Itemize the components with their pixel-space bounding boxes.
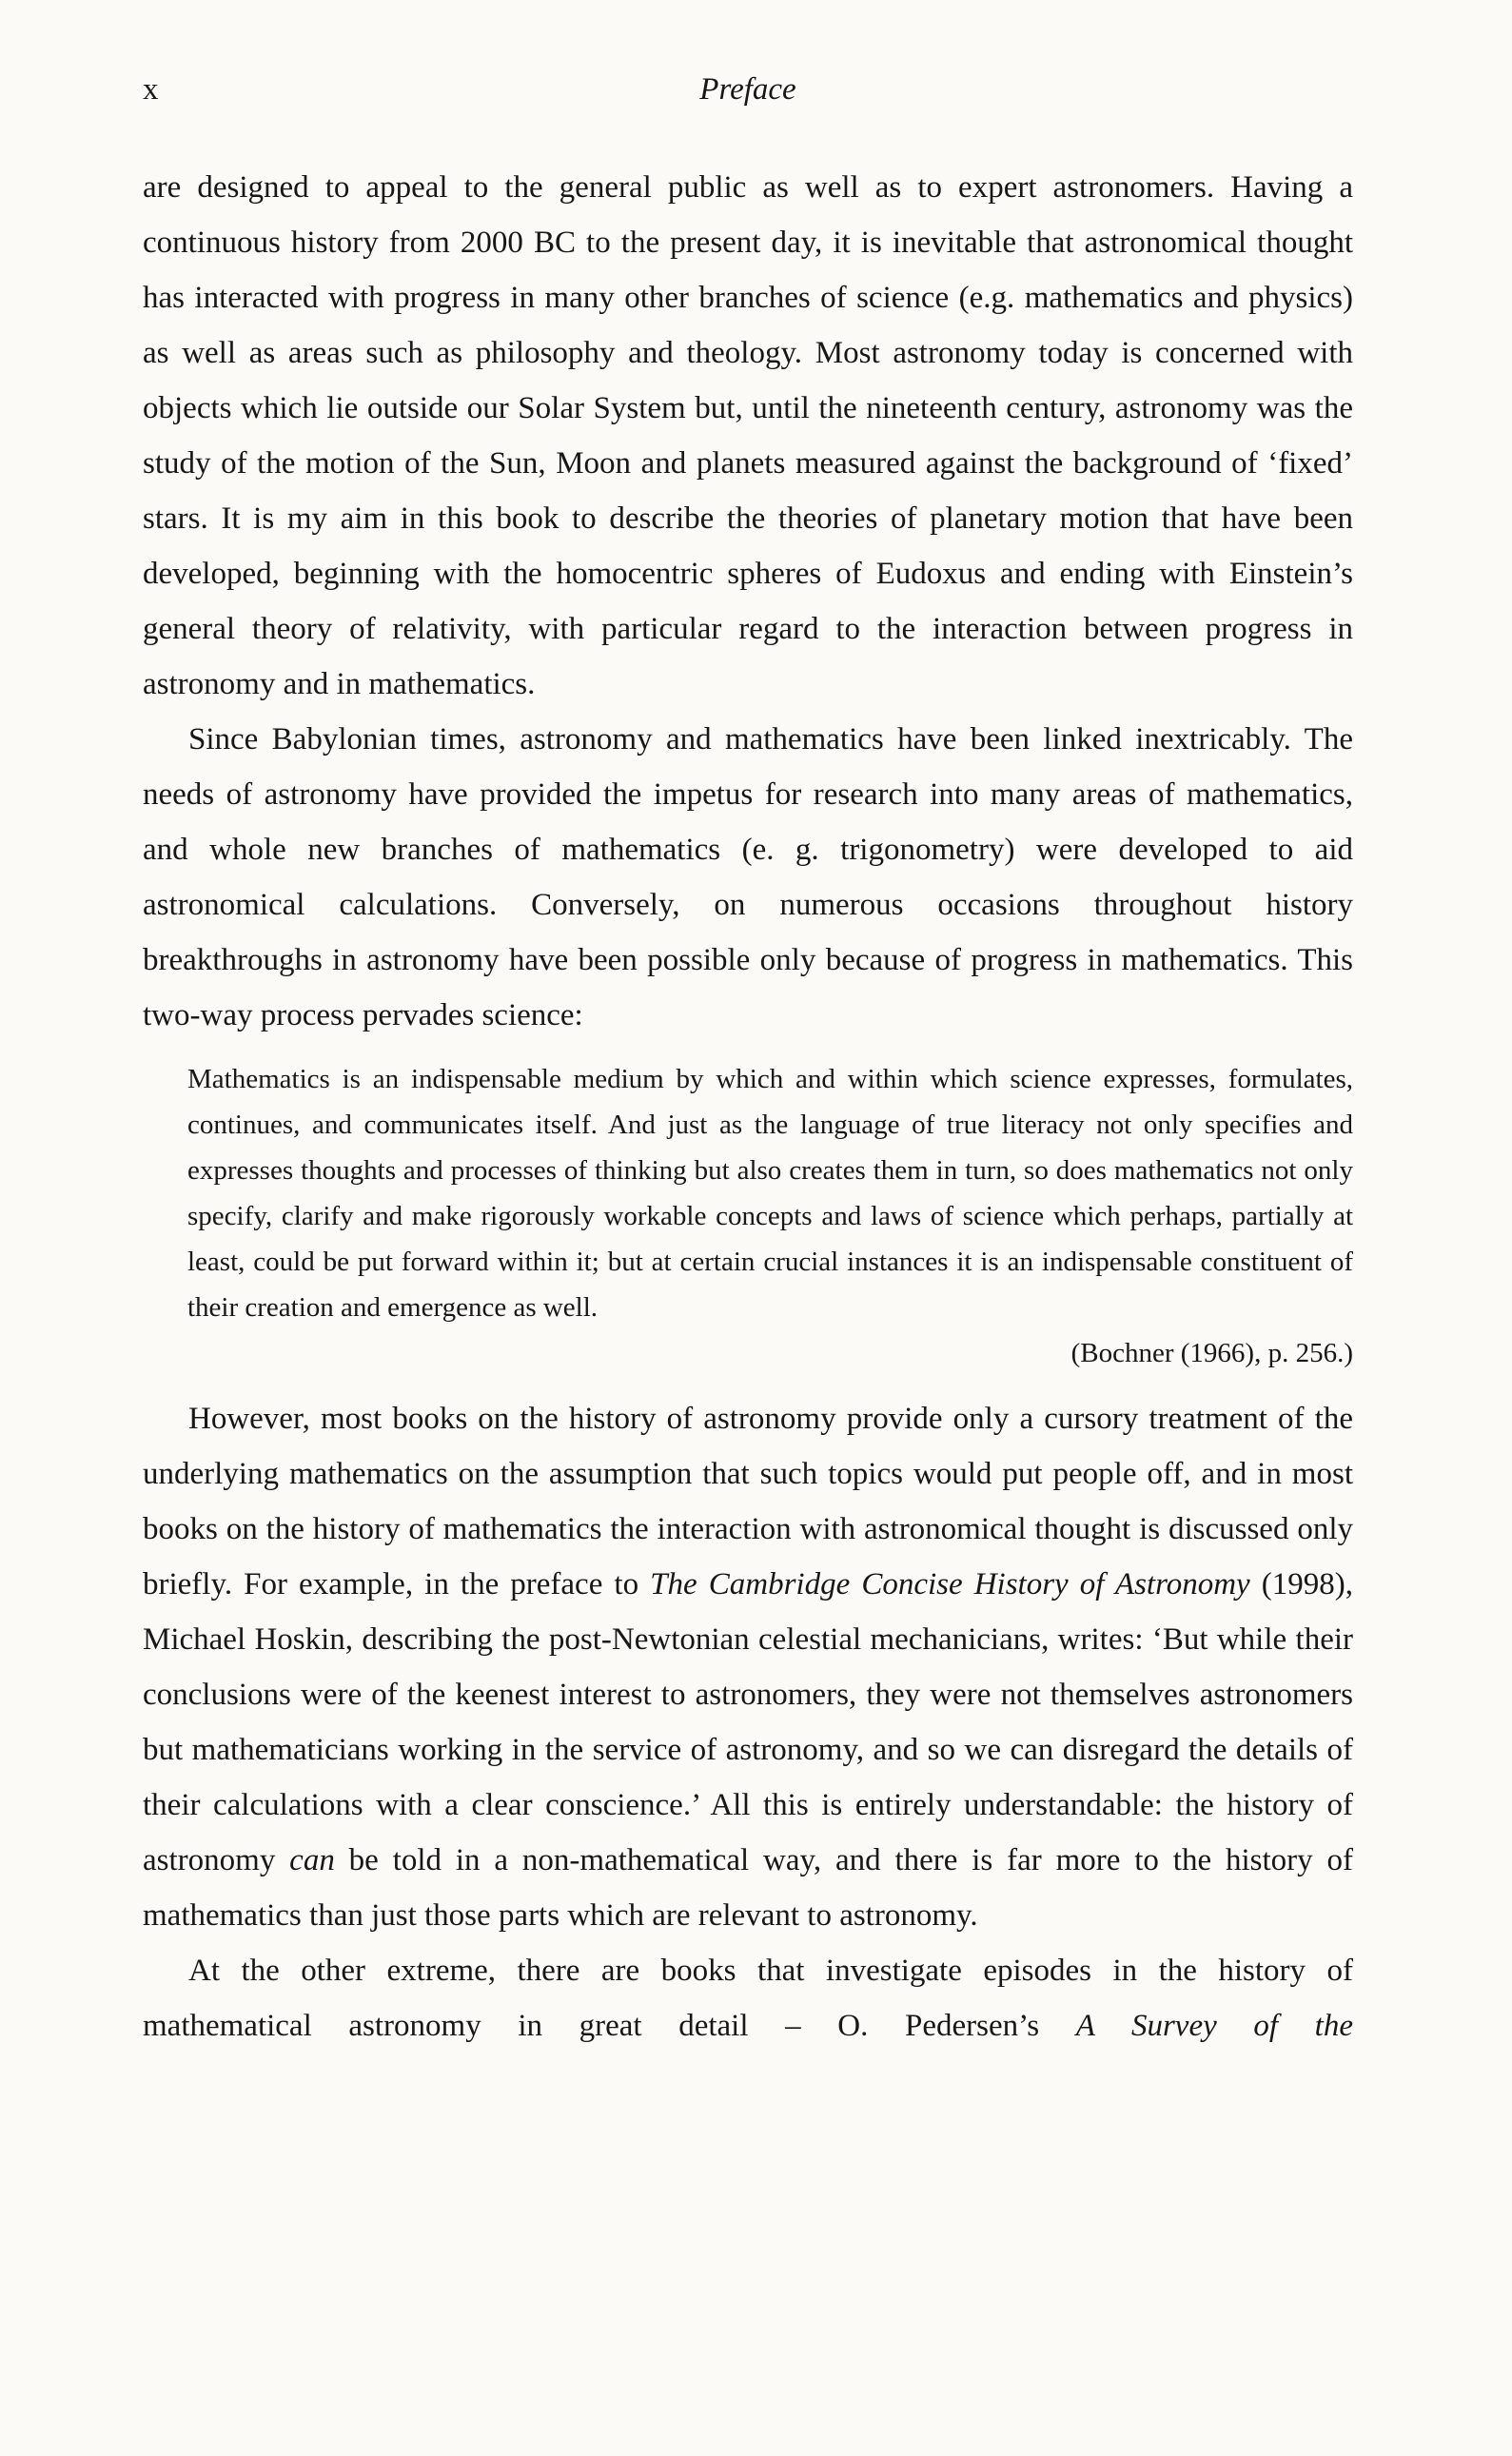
paragraph: [143, 1391, 1353, 1943]
text-run: Mathematics is an indispensable medium by which and within which science expresses, formulates, continues, and communicates itself. And just as the language of true literacy not only specifies and expresses thoughts and processes of thinking but also creates them in turn, so does mathematics not only specify, clarify and make rigorously workable concepts and laws of science which perhaps, partially at least, could be put forward within it; but at certain crucial instances it is an indispensable constituent of their creation and emergence as well.: [187, 1064, 1353, 1323]
paragraph: [143, 1943, 1353, 2053]
text-blocks: [143, 160, 1353, 2053]
text-run: At the other extreme, there are books that investigate episodes in the history of mathematical astronomy in great detail – O. Pedersen’s: [143, 1954, 1353, 2043]
italic-text-run: A Survey of the: [1075, 2009, 1353, 2043]
block-quote: [187, 1056, 1353, 1330]
page-content: [143, 69, 1353, 2053]
text-run: (Bochner (1966), p. 256.): [1070, 1338, 1353, 1368]
text-run: However, most books on the history of astronomy provide only a cursory treatment of the underlying mathematics on the assumption that such topics would put people off, and in most books on the history of mathematics the interaction with astronomical thought is discussed only briefly. For example, in the preface to: [143, 1402, 1353, 1601]
page-number: x: [143, 72, 159, 107]
italic-text-run: can: [289, 1843, 335, 1877]
quote-attribution: [143, 1330, 1353, 1376]
italic-text-run: The Cambridge Concise History of Astronomy: [650, 1567, 1250, 1601]
text-run: (1998), Michael Hoskin, describing the post-Newtonian celestial mechanicians, writes: ‘But while their conclusions were of the keenest interest to astronomers, they were not themselves astronomers but mathematicians working in the service of astronomy, and so we can disregard the details of their calculations with a clear conscience.’ All this is entirely understandable: the history of astronomy: [143, 1567, 1353, 1877]
text-run: be told in a non-mathematical way, and there is far more to the history of mathematics than just those parts which are relevant to astronomy.: [143, 1843, 1353, 1933]
paragraph: [143, 160, 1353, 712]
page-title: Preface: [699, 72, 796, 107]
paragraph: [143, 712, 1353, 1043]
running-header: [143, 69, 1353, 110]
text-run: are designed to appeal to the general public as well as to expert astronomers. Having a continuous history from 2000 BC to the present day, it is inevitable that astronomical thought has interacted with progress in many other branches of science (e.g. mathematics and physics) as well as areas such as philosophy and theology. Most astronomy today is concerned with objects which lie outside our Solar System but, until the nineteenth century, astronomy was the study of the motion of the Sun, Moon and planets measured against the background of ‘fixed’ stars. It is my aim in this book to describe the theories of planetary motion that have been developed, beginning with the homocentric spheres of Eudoxus and ending with Einstein’s general theory of relativity, with particular regard to the interaction between progress in astronomy and in mathematics.: [143, 170, 1353, 701]
text-run: Since Babylonian times, astronomy and mathematics have been linked inextricably. The needs of astronomy have provided the impetus for research into many areas of mathematics, and whole new branches of mathematics (e. g. trigonometry) were developed to aid astronomical calculations. Conversely, on numerous occasions throughout history breakthroughs in astronomy have been possible only because of progress in mathematics. This two-way process pervades science:: [143, 722, 1353, 1032]
